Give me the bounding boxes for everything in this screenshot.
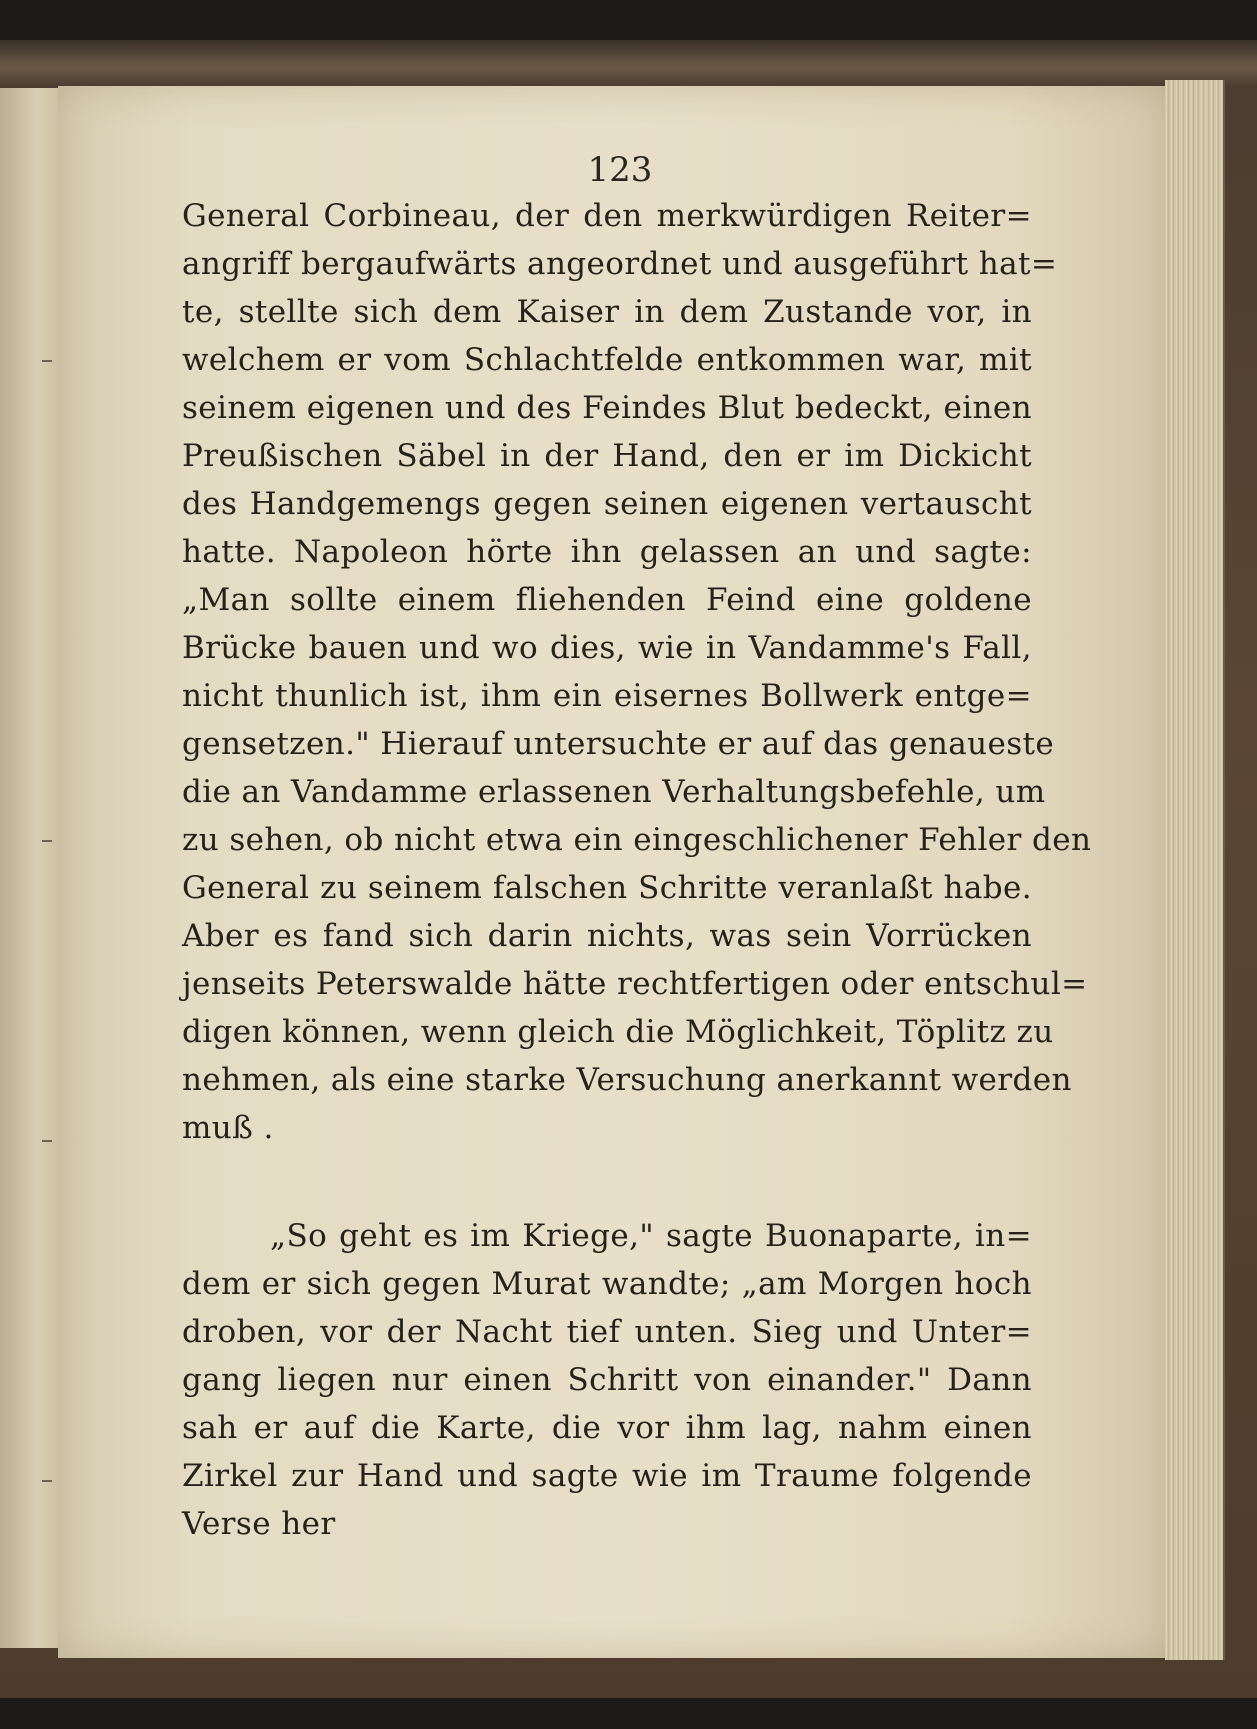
text-line: droben, vor der Nacht tief unten. Sieg und Unter= [182,1314,1032,1350]
text-line: die an Vandamme erlassenen Verhaltungsbefehle, um [182,774,1046,810]
text-line: hatte. Napoleon hörte ihn gelassen an und sagte: [182,534,1032,570]
stitch-mark [42,1140,52,1142]
page-number: 123 [587,150,653,190]
spine-stitch-marks [40,300,54,1500]
text-line: welchem er vom Schlachtfelde entkommen war, mit [182,342,1032,378]
text-line: sah er auf die Karte, die vor ihm lag, nahm einen [182,1410,1032,1446]
text-line: gensetzen." Hierauf untersuchte er auf das genaueste [182,726,1055,762]
text-line: „So geht es im Kriege," sagte Buonaparte, in= [270,1218,1032,1254]
text-line: muß . [182,1110,274,1146]
stitch-mark [42,360,52,362]
cover-top-edge [0,40,1257,86]
text-line: Brücke bauen und wo dies, wie in Vandamme's Fall, [182,630,1032,666]
text-line: angriff bergaufwärts angeordnet und ausgeführt hat= [182,246,1058,282]
text-line: General Corbineau, der den merkwürdigen Reiter= [182,198,1032,234]
text-line: des Handgemengs gegen seinen eigenen vertauscht [182,486,1032,522]
text-line: General zu seinem falschen Schritte veranlaßt habe. [182,870,1032,906]
text-line: Verse her [182,1506,336,1542]
text-line: zu sehen, ob nicht etwa ein eingeschlichener Fehler den [182,822,1092,858]
text-line: nicht thunlich ist, ihm ein eisernes Bollwerk entge= [182,678,1032,714]
text-line: digen können, wenn gleich die Möglichkeit, Töplitz zu [182,1014,1054,1050]
text-line: nehmen, als eine starke Versuchung anerkannt werden [182,1062,1072,1098]
stitch-mark [42,1480,52,1482]
text-line: „Man sollte einem fliehenden Feind eine goldene [182,582,1032,618]
page-edges [1165,80,1225,1660]
page-body-text [182,192,1092,1548]
stitch-mark [42,840,52,842]
text-line: dem er sich gegen Murat wandte; „am Morgen hoch [182,1266,1032,1302]
text-line: seinem eigenen und des Feindes Blut bedeckt, einen [182,390,1032,426]
text-line: Preußischen Säbel in der Hand, den er im Dickicht [182,438,1032,474]
text-line: jenseits Peterswalde hätte rechtfertigen oder entschul= [182,966,1088,1002]
text-line: te, stellte sich dem Kaiser in dem Zustande vor, in [182,294,1032,330]
paragraph-gap [182,1152,1032,1212]
text-line: Zirkel zur Hand und sagte wie im Traume folgende [182,1458,1032,1494]
text-line: gang liegen nur einen Schritt von einander." Dann [182,1362,1032,1398]
text-line: Aber es fand sich darin nichts, was sein Vorrücken [182,918,1032,954]
